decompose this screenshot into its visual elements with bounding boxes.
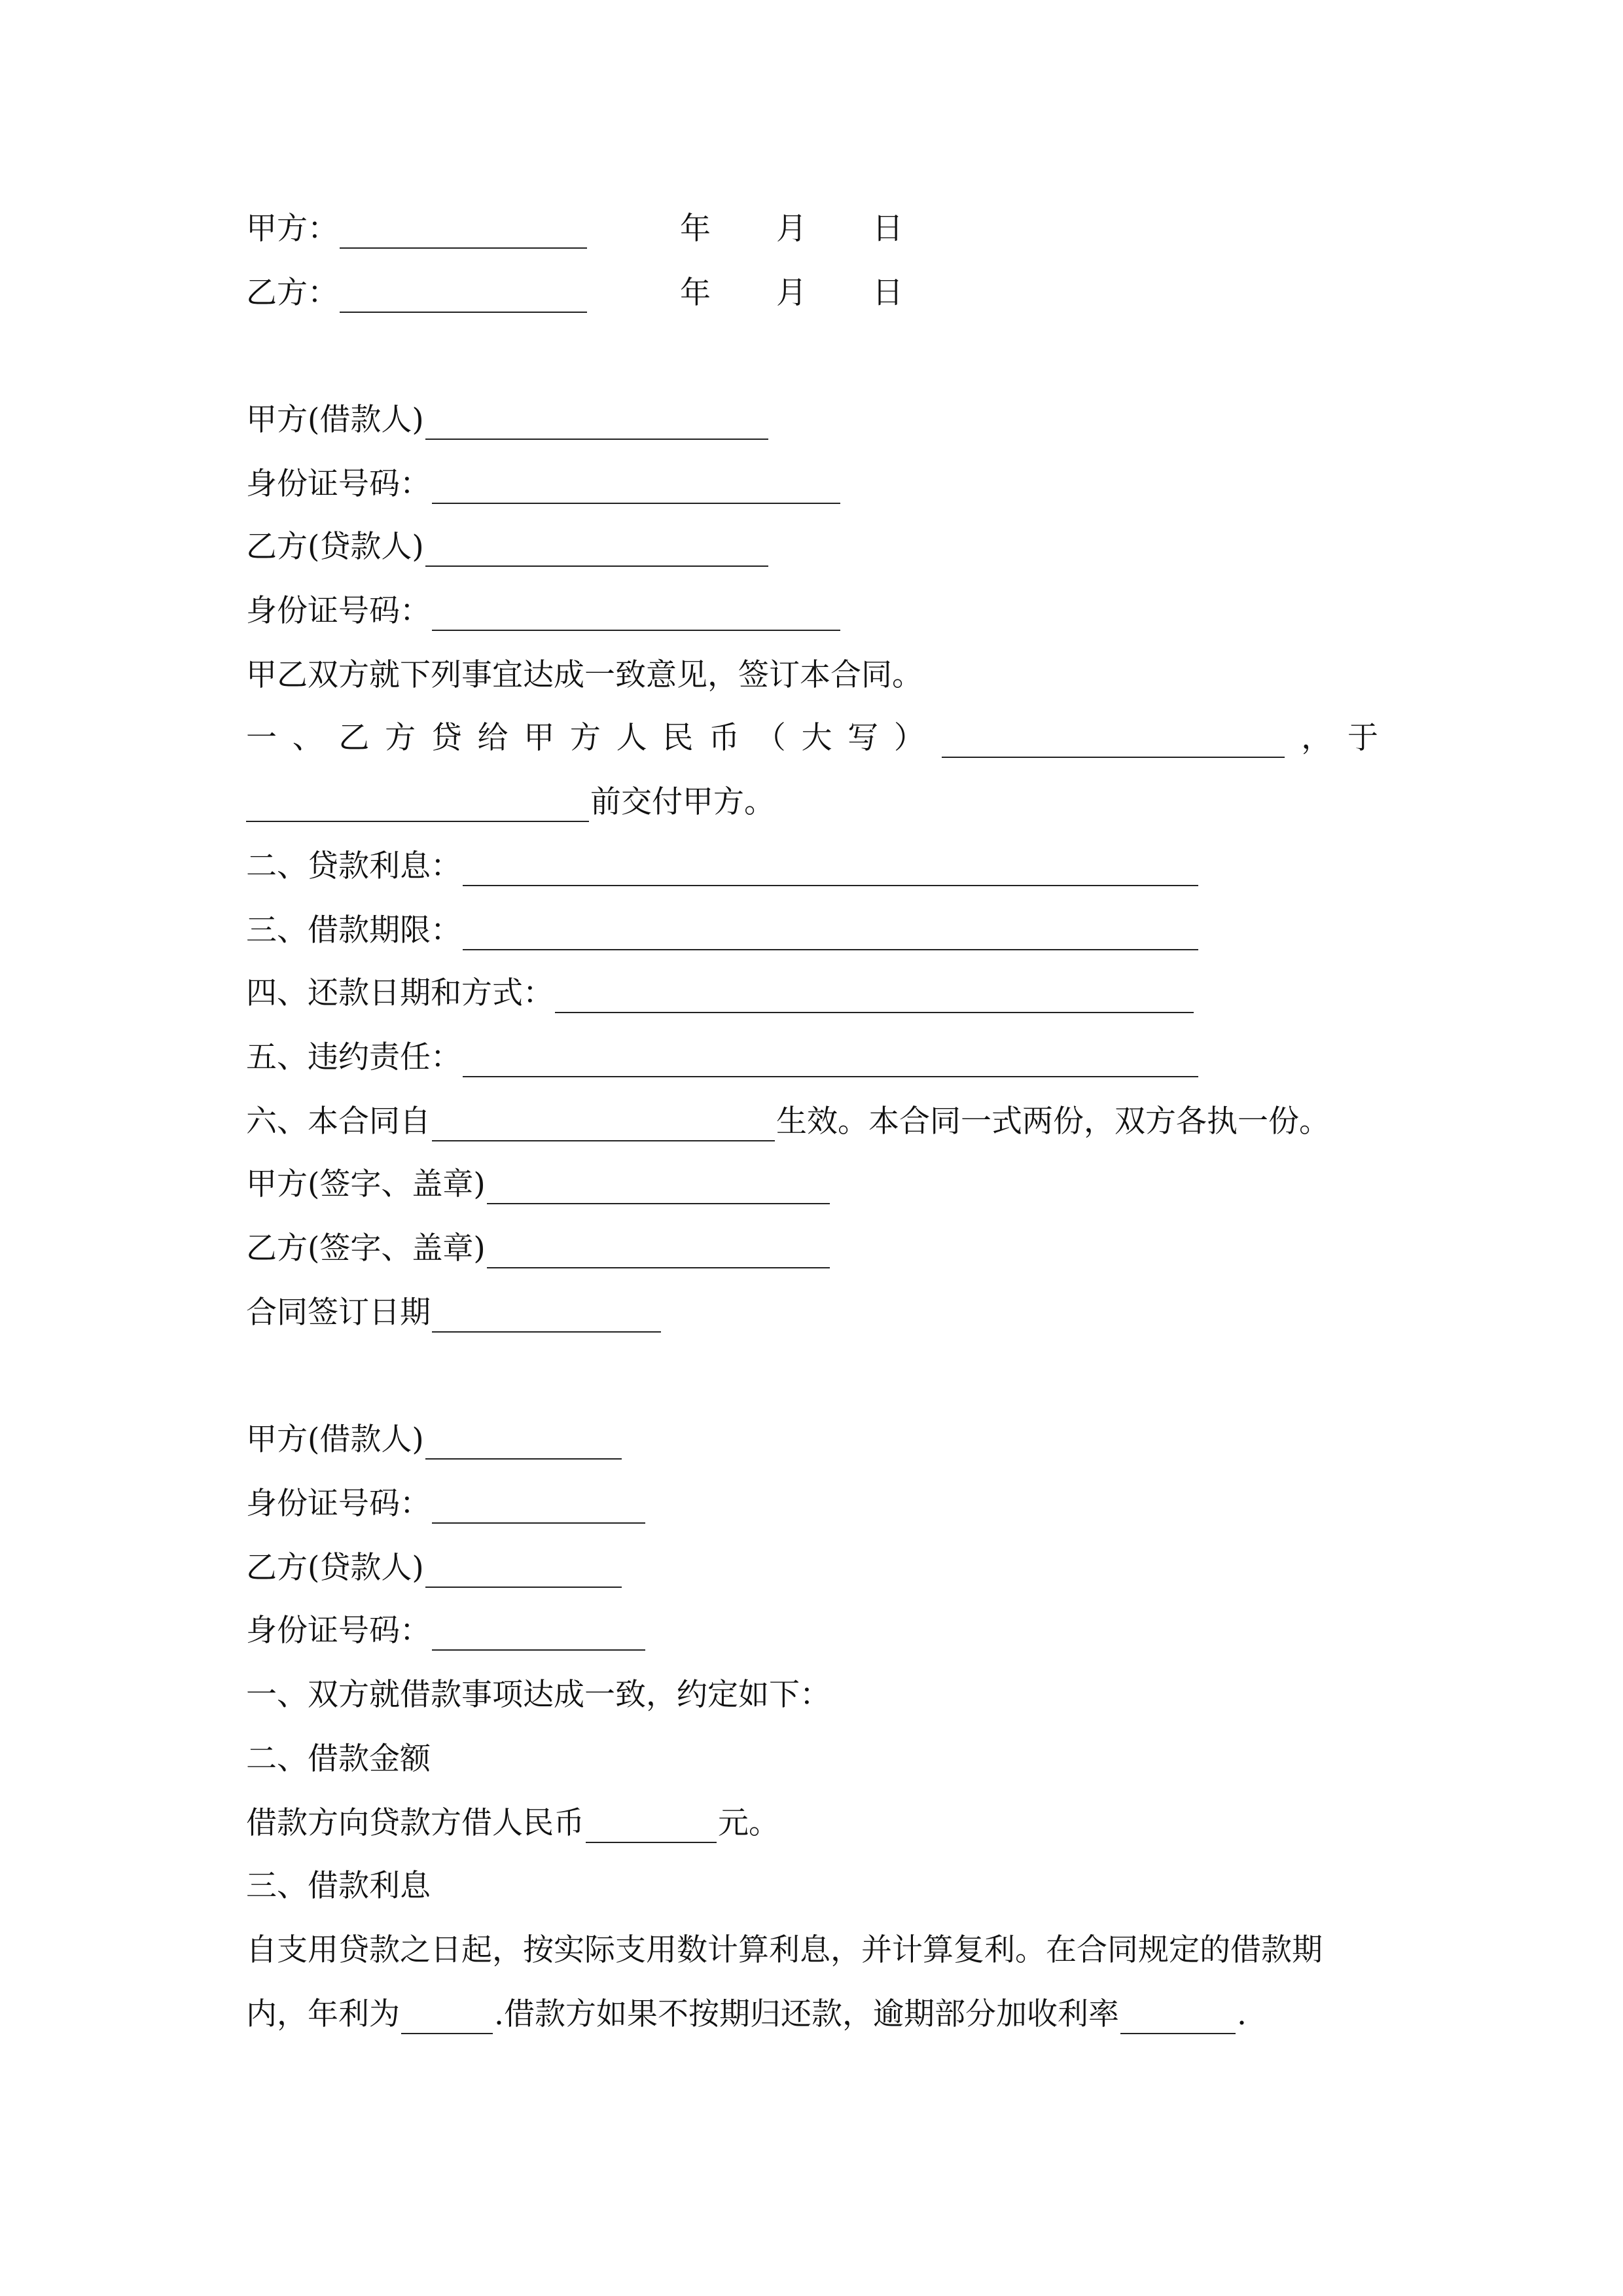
c1-sign-a-row <box>246 1158 831 1211</box>
c2-interest-line2 <box>246 1988 1247 2041</box>
party-a-blank[interactable] <box>340 209 587 249</box>
c1-item1-comma: ， <box>1301 720 1332 756</box>
day-label: 日 <box>872 211 903 247</box>
c1-item6-b: 生效。本合同一式两份，双方各执一份。 <box>776 1103 1330 1139</box>
day-label: 日 <box>872 275 903 311</box>
c1-sign-b-blank[interactable] <box>487 1229 830 1268</box>
c1-item4-label: 四、还款日期和方式： <box>246 975 554 1011</box>
c1-item6-a: 六、本合同自 <box>246 1103 431 1139</box>
c2-borrower-row <box>246 1414 623 1466</box>
c2-id2-blank[interactable] <box>432 1611 645 1651</box>
c1-lender-label: 乙方(贷款人) <box>246 529 424 565</box>
c1-id2-blank[interactable] <box>432 592 840 631</box>
c1-item1-char: 方 <box>569 720 601 756</box>
c1-item4-blank[interactable] <box>555 974 1194 1013</box>
c1-sign-b-label: 乙方(签字、盖章) <box>246 1230 486 1266</box>
c1-item1-tail-row <box>246 776 775 829</box>
c2-interest-text-2a: 内，年利为 <box>246 1996 400 2032</box>
c2-id2-row <box>246 1605 647 1657</box>
c1-item1-char: 给 <box>477 720 508 756</box>
c2-s1-text: 一、双方就借款事项达成一致，约定如下： <box>246 1677 830 1713</box>
c2-lender-label: 乙方(贷款人) <box>246 1550 424 1586</box>
party-b-label: 乙方： <box>246 275 338 311</box>
c2-lender-blank[interactable] <box>425 1549 622 1588</box>
c1-item1-char: 乙 <box>338 720 370 756</box>
c2-amount-row <box>246 1797 779 1850</box>
c1-agreement-text: 甲乙双方就下列事宜达成一致意见，签订本合同。 <box>246 657 923 693</box>
c2-amount-a: 借款方向贷款方借人民币 <box>246 1805 584 1841</box>
c1-item2-blank[interactable] <box>463 847 1198 886</box>
c1-id1-row <box>246 458 842 511</box>
c2-id1-blank[interactable] <box>432 1484 645 1524</box>
c1-lender-row <box>246 521 770 573</box>
c2-annual-rate-blank[interactable] <box>401 1995 493 2034</box>
c2-id1-row <box>246 1478 647 1530</box>
c1-id1-label: 身份证号码： <box>246 466 431 502</box>
c1-sign-date-label: 合同签订日期 <box>246 1295 431 1331</box>
c1-item5-label: 五、违约责任： <box>246 1039 461 1075</box>
c1-item1-yu: 于 <box>1347 720 1378 756</box>
c1-item5-row <box>246 1031 1200 1084</box>
c2-lender-row <box>246 1542 623 1594</box>
c1-sign-date-blank[interactable] <box>432 1293 661 1333</box>
c1-item1-char: 贷 <box>431 720 462 756</box>
c1-id2-row <box>246 585 842 637</box>
c1-item1-row <box>246 712 1378 764</box>
c2-interest-text-2c: . <box>1236 1996 1247 2032</box>
c1-item3-row <box>246 905 1200 957</box>
header-party-b-row <box>246 267 903 319</box>
c2-id2-label: 身份证号码： <box>246 1613 431 1649</box>
c2-amount-b: 元。 <box>718 1805 779 1841</box>
c1-item1-char: 、 <box>292 720 323 756</box>
c2-s2-row <box>246 1733 431 1785</box>
c1-item4-row <box>246 967 1195 1020</box>
c1-item1-amount-blank[interactable] <box>942 719 1285 758</box>
c1-item6-blank[interactable] <box>432 1102 775 1141</box>
c1-item1-date-blank[interactable] <box>246 783 589 822</box>
c2-s1-row <box>246 1669 830 1721</box>
party-b-blank[interactable] <box>340 274 587 313</box>
c2-interest-text-2b: .借款方如果不按期归还款，逾期部分加收利率 <box>494 1996 1119 2032</box>
c1-item3-label: 三、借款期限： <box>246 912 461 948</box>
c1-sign-date-row <box>246 1287 662 1339</box>
c2-interest-line1 <box>246 1924 1323 1977</box>
c1-id1-blank[interactable] <box>432 465 840 504</box>
c1-item1-char: （ <box>755 720 786 756</box>
year-label: 年 <box>680 211 711 247</box>
month-label: 月 <box>776 275 807 311</box>
c1-sign-b-row <box>246 1223 831 1275</box>
c1-item1-char: 方 <box>385 720 416 756</box>
c2-s3-row <box>246 1860 431 1912</box>
c1-sign-a-blank[interactable] <box>487 1165 830 1204</box>
c1-lender-blank[interactable] <box>425 528 768 567</box>
c2-s3-heading: 三、借款利息 <box>246 1868 431 1904</box>
year-label: 年 <box>680 275 711 311</box>
c2-amount-blank[interactable] <box>586 1804 717 1843</box>
c1-borrower-row <box>246 394 770 446</box>
c1-item1-char: 人 <box>616 720 647 756</box>
c1-item1-char: 写 <box>847 720 879 756</box>
c1-sign-a-label: 甲方(签字、盖章) <box>246 1166 486 1202</box>
c1-item1-char: ） <box>893 720 925 756</box>
c2-borrower-blank[interactable] <box>425 1420 622 1460</box>
c1-item1-char: 一 <box>246 720 277 756</box>
c1-id2-label: 身份证号码： <box>246 593 431 629</box>
c1-item1-char: 甲 <box>524 720 555 756</box>
c2-borrower-label: 甲方(借款人) <box>246 1422 424 1458</box>
c2-s2-heading: 二、借款金额 <box>246 1741 431 1777</box>
party-a-label: 甲方： <box>246 211 338 247</box>
c1-item2-row <box>246 840 1200 893</box>
c1-item1-tail: 前交付甲方。 <box>590 784 775 820</box>
c1-item6-row <box>246 1096 1330 1148</box>
c1-item1-char: 币 <box>709 720 740 756</box>
c2-id1-label: 身份证号码： <box>246 1486 431 1522</box>
month-label: 月 <box>776 211 807 247</box>
c1-item5-blank[interactable] <box>463 1038 1198 1077</box>
c1-agreement-row <box>246 649 923 702</box>
c2-interest-text-1: 自支用贷款之日起，按实际支用数计算利息，并计算复利。在合同规定的借款期 <box>246 1932 1323 1968</box>
c1-item1-char: 民 <box>662 720 694 756</box>
c1-item2-label: 二、贷款利息： <box>246 848 461 884</box>
c2-overdue-rate-blank[interactable] <box>1120 1995 1236 2034</box>
header-party-a-row <box>246 203 903 255</box>
c1-borrower-label: 甲方(借款人) <box>246 402 424 438</box>
c1-item1-char: 大 <box>801 720 832 756</box>
c1-borrower-blank[interactable] <box>425 401 768 440</box>
c1-item3-blank[interactable] <box>463 911 1198 950</box>
